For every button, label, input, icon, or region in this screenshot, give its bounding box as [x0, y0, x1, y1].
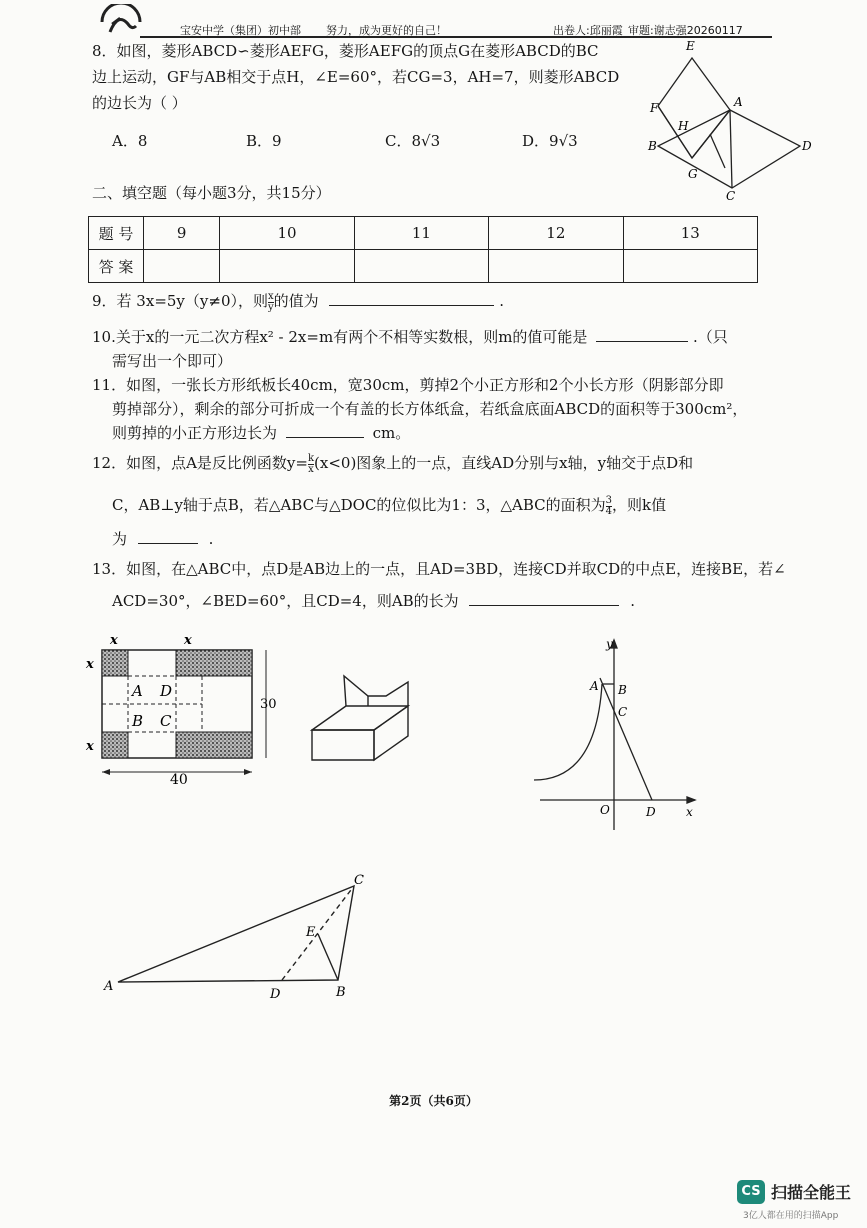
q9-end: .	[499, 292, 505, 310]
q8-line1: 8．如图，菱形ABCD∽菱形AEFG，菱形AEFG的顶点G在菱形ABCD的BC	[92, 42, 599, 60]
q12-line2-end: ，则k值	[612, 496, 667, 514]
fig12-label-x: x	[686, 805, 693, 819]
fig12-label-b: B	[618, 683, 627, 697]
fig8-label-f: F	[650, 101, 659, 115]
q10-text: 10.关于x的一元二次方程x² - 2x=m有两个不相等实数根，则m的值可能是	[92, 328, 588, 346]
motto: 努力，成为更好的自己！	[326, 24, 447, 37]
fig13-label-d: D	[270, 987, 281, 1002]
q12-frac-num: k	[307, 452, 315, 464]
q8-line2: 边上运动，GF与AB相交于点H，∠E=60°，若CG=3，AH=7，则菱形ABCD	[92, 68, 620, 86]
fig8-label-h: H	[678, 119, 689, 133]
q9-frac-num: x	[268, 290, 274, 302]
fig13-label-e: E	[306, 925, 316, 940]
q12-frac2-num: 3	[605, 494, 613, 506]
q13-end: .	[630, 592, 636, 610]
q12-frac-den: x	[308, 463, 314, 475]
q13-line1: 13．如图，在△ABC中，点D是AB边上的一点，且AD=3BD，连接CD并取CD的中点E，连接BE，若∠	[92, 560, 786, 578]
q10-answer-blank[interactable]	[596, 325, 688, 342]
q9-text-a: 9．若 3x=5y（y≠0），则	[92, 292, 268, 310]
q9-frac-den: y	[268, 301, 274, 313]
fig8-label-d: D	[802, 139, 812, 153]
answer-cell-11[interactable]	[354, 250, 488, 283]
section2-title: 二、填空题（每小题3分，共15分）	[92, 184, 331, 202]
fig11-label-c: C	[160, 712, 172, 730]
q11-box-figure	[308, 668, 418, 768]
answer-cell-12[interactable]	[489, 250, 623, 283]
fig11-label-a: A	[132, 682, 143, 700]
q12-text-a: 12．如图，点A是反比例函数y=	[92, 454, 308, 472]
answer-table-row2-label: 答 案	[89, 250, 144, 283]
q10-line2: 需写出一个即可）	[112, 352, 233, 370]
answer-table-number-10: 10	[220, 217, 354, 250]
page-header	[0, 0, 867, 40]
q12-line3	[112, 524, 213, 554]
fig12-label-o: O	[600, 803, 610, 817]
q9	[92, 286, 504, 316]
q12-line1	[92, 448, 693, 478]
answer-cell-13[interactable]	[623, 250, 757, 283]
fig11-label-x-top-left: x	[110, 633, 118, 648]
fig12-label-d: D	[646, 805, 656, 819]
q8-rhombus-figure	[640, 38, 820, 208]
fig11-label-x-top-right: x	[184, 633, 192, 648]
q13-line2-text: ACD=30°，∠BED=60°，且CD=4，则AB的长为	[112, 592, 459, 610]
reviewer: 审题:谢志强20260117	[628, 24, 743, 37]
q11-line2: 剪掉部分），剩余的部分可折成一个有盖的长方体纸盒，若纸盒底面ABCD的面积等于300cm²，	[112, 400, 748, 418]
q8-option-d: D．9√3	[522, 132, 578, 150]
answer-cell-9[interactable]	[144, 250, 220, 283]
answer-table-number-12: 12	[489, 217, 623, 250]
fig13-label-b: B	[336, 985, 346, 1000]
fig11-label-b: B	[132, 712, 144, 730]
cs-logo-icon: CS	[737, 1180, 765, 1204]
q13-answer-blank[interactable]	[469, 589, 619, 606]
q11-line1: 11．如图，一张长方形纸板长40cm，宽30cm，剪掉2个小正方形和2个小长方形（阴影部分即	[92, 376, 724, 394]
setter: 出卷人:邱丽霞	[553, 24, 623, 37]
fig8-label-e: E	[686, 39, 695, 53]
q10-line1-end: .（只	[692, 328, 728, 346]
q13-line2	[112, 586, 635, 616]
q9-answer-blank[interactable]	[329, 289, 494, 306]
page-number: 第2页（共6页）	[389, 1094, 478, 1108]
school-name: 宝安中学（集团）初中部	[180, 24, 301, 37]
fig8-label-b: B	[648, 139, 657, 153]
q12-answer-blank[interactable]	[138, 527, 198, 544]
q12-frac2-den: 4	[605, 505, 613, 517]
fig8-label-g: G	[688, 167, 698, 181]
q11-line3-text: 则剪掉的小正方形边长为	[112, 424, 278, 442]
q11-cardboard-figure	[80, 630, 300, 790]
fig8-label-c: C	[726, 189, 736, 203]
answer-table-number-9: 9	[144, 217, 220, 250]
answer-table	[88, 216, 758, 283]
fig12-label-a: A	[590, 679, 599, 693]
answer-table-number-11: 11	[354, 217, 488, 250]
q8-option-a: A．8	[112, 132, 148, 150]
answer-cell-10[interactable]	[220, 250, 354, 283]
fig11-label-x-left-bottom: x	[86, 739, 94, 754]
q12-line2-text: C，AB⊥y轴于点B，若△ABC与△DOC的位似比为1：3，△ABC的面积为	[112, 496, 606, 514]
scanner-app-name: 扫描全能王	[771, 1183, 852, 1202]
fig11-label-x-left-top: x	[86, 657, 94, 672]
fig13-label-c: C	[354, 873, 364, 888]
fig11-label-width: 30	[260, 697, 277, 712]
fig8-label-a: A	[734, 95, 743, 109]
q12-text-b: (x<0)图象上的一点，直线AD分别与x轴，y轴交于点D和	[314, 454, 694, 472]
q12-line3-text: 为	[112, 530, 128, 548]
fig11-label-length: 40	[170, 772, 188, 788]
scanner-watermark	[737, 1180, 857, 1224]
fig12-label-c: C	[618, 705, 628, 719]
fig12-label-y: y	[606, 637, 613, 651]
q13-triangle-figure	[100, 868, 380, 1008]
q8-line3: 的边长为（ ）	[92, 94, 187, 112]
answer-table-row1-label: 题 号	[89, 217, 144, 250]
q12-line2	[112, 490, 666, 520]
q11-unit: cm。	[372, 424, 411, 442]
q12-end: .	[208, 530, 214, 548]
q8-option-c: C．8√3	[385, 132, 441, 150]
q11-line3	[112, 418, 410, 448]
q12-graph-figure	[530, 630, 705, 835]
fig11-label-d: D	[160, 682, 173, 700]
fig13-label-a: A	[104, 979, 114, 994]
answer-table-number-13: 13	[623, 217, 757, 250]
q9-text-b: 的值为	[273, 292, 319, 310]
q11-answer-blank[interactable]	[286, 421, 364, 438]
q8-option-b: B．9	[246, 132, 282, 150]
scanner-tagline: 3亿人都在用的扫描App	[743, 1211, 839, 1221]
